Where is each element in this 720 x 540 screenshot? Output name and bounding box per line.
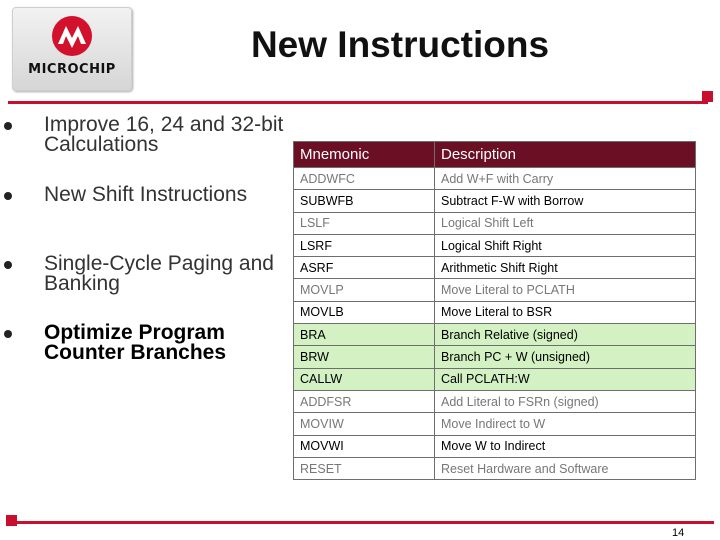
mnemonic-cell: MOVLB xyxy=(294,301,435,323)
description-cell: Logical Shift Left xyxy=(435,212,696,234)
page-title: New Instructions xyxy=(250,24,550,65)
mnemonic-cell: MOVWI xyxy=(294,435,435,457)
description-cell: Call PCLATH:W xyxy=(435,368,696,390)
description-cell: Move W to Indirect xyxy=(435,435,696,457)
mnemonic-cell: MOVIW xyxy=(294,413,435,435)
mnemonic-cell: LSRF xyxy=(294,234,435,256)
bullet-dot-icon xyxy=(4,192,12,200)
bullet-dot-icon xyxy=(4,261,12,269)
table-row xyxy=(294,168,696,190)
logo-text: MICROCHIP xyxy=(28,62,116,77)
description-cell: Branch PC + W (unsigned) xyxy=(435,346,696,368)
table-row xyxy=(294,279,696,301)
table-row-highlighted xyxy=(294,324,696,346)
description-cell: Move Literal to PCLATH xyxy=(435,279,696,301)
table-row-highlighted xyxy=(294,368,696,390)
mnemonic-cell: SUBWFB xyxy=(294,190,435,212)
table-header-row xyxy=(294,142,696,168)
table-row xyxy=(294,190,696,212)
table-row-highlighted xyxy=(294,346,696,368)
page-number: 14 xyxy=(672,527,685,539)
bullet-text: Optimize Program Counter Branches xyxy=(44,321,227,364)
mnemonic-cell: RESET xyxy=(294,457,435,479)
description-cell: Add W+F with Carry xyxy=(435,168,696,190)
column-header-description: Description xyxy=(435,142,696,168)
description-cell: Logical Shift Right xyxy=(435,234,696,256)
mnemonic-cell: BRA xyxy=(294,324,435,346)
bullet-dot-icon xyxy=(4,122,12,130)
mnemonic-cell: ADDWFC xyxy=(294,168,435,190)
table-row xyxy=(294,457,696,479)
table-row xyxy=(294,413,696,435)
bottom-divider-cap xyxy=(6,515,17,526)
mnemonic-cell: BRW xyxy=(294,346,435,368)
instruction-table xyxy=(293,141,696,480)
column-header-mnemonic: Mnemonic xyxy=(294,142,435,168)
description-cell: Move Literal to BSR xyxy=(435,301,696,323)
bullet-text: New Shift Instructions xyxy=(44,183,248,206)
description-cell: Reset Hardware and Software xyxy=(435,457,696,479)
description-cell: Branch Relative (signed) xyxy=(435,324,696,346)
mnemonic-cell: LSLF xyxy=(294,212,435,234)
description-cell: Move Indirect to W xyxy=(435,413,696,435)
bottom-divider xyxy=(12,521,714,524)
description-cell: Add Literal to FSRn (signed) xyxy=(435,390,696,412)
table-row xyxy=(294,212,696,234)
mnemonic-cell: ASRF xyxy=(294,257,435,279)
description-cell: Arithmetic Shift Right xyxy=(435,257,696,279)
table-row xyxy=(294,257,696,279)
bullet-text: Single-Cycle Paging and Banking xyxy=(44,252,274,295)
table-row xyxy=(294,234,696,256)
microchip-logo xyxy=(12,7,132,91)
top-divider xyxy=(8,101,708,104)
bullet-text: Improve 16, 24 and 32-bit Calculations xyxy=(44,113,284,156)
bullet-dot-icon xyxy=(4,330,12,338)
mnemonic-cell: MOVLP xyxy=(294,279,435,301)
microchip-logo-icon xyxy=(51,14,93,58)
table-row xyxy=(294,301,696,323)
mnemonic-cell: CALLW xyxy=(294,368,435,390)
top-divider-cap xyxy=(702,91,713,102)
table-row xyxy=(294,390,696,412)
description-cell: Subtract F-W with Borrow xyxy=(435,190,696,212)
table-row xyxy=(294,435,696,457)
mnemonic-cell: ADDFSR xyxy=(294,390,435,412)
